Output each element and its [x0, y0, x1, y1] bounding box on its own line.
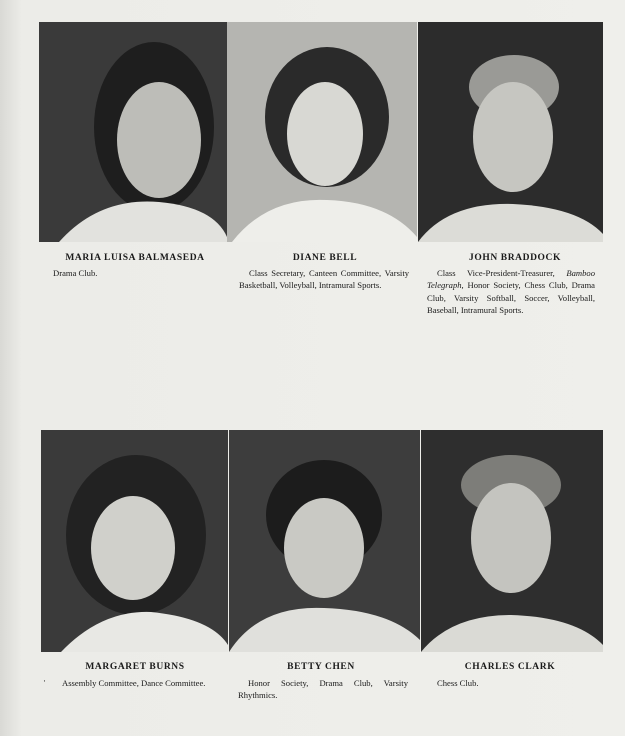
student-name: DIANE BELL — [292, 253, 358, 263]
portrait-photo-charles-clark — [421, 430, 603, 652]
portrait-photo-margaret-burns — [41, 430, 228, 652]
student-activities — [427, 267, 595, 317]
student-activities: Class Secretary, Canteen Committee, Varsity Basketball, Volleyball, Intramural Sports. — [239, 268, 409, 291]
student-name: MARIA LUISA BALMASEDA — [65, 253, 205, 263]
portrait-photo-john-braddock — [418, 22, 603, 242]
activities-text: , Honor Society, Chess Club, Drama Club, Varsity Softball, Soccer, Volleyball, Baseball, Intramural Sports. — [427, 280, 595, 316]
student-name: BETTY CHEN — [287, 662, 355, 672]
student-name: CHARLES CLARK — [464, 662, 556, 672]
student-activities: Honor Society, Drama Club, Varsity Rhythmics. — [238, 678, 408, 701]
student-activities: Assembly Committee, Dance Committee. — [62, 678, 206, 688]
portrait-photo-maria-luisa-balmaseda — [39, 22, 227, 242]
student-activities: Chess Club. — [437, 678, 479, 688]
portrait-photo-betty-chen — [229, 430, 420, 652]
publication-title: Bamboo Telegraph — [427, 268, 595, 291]
activities-text: Class Vice-President-Treasurer, — [437, 268, 567, 278]
stray-mark: · — [43, 676, 46, 686]
student-activities: Drama Club. — [53, 268, 98, 278]
student-name: JOHN BRADDOCK — [469, 253, 561, 263]
student-name: MARGARET BURNS — [85, 662, 185, 672]
portrait-photo-diane-bell — [227, 22, 417, 242]
